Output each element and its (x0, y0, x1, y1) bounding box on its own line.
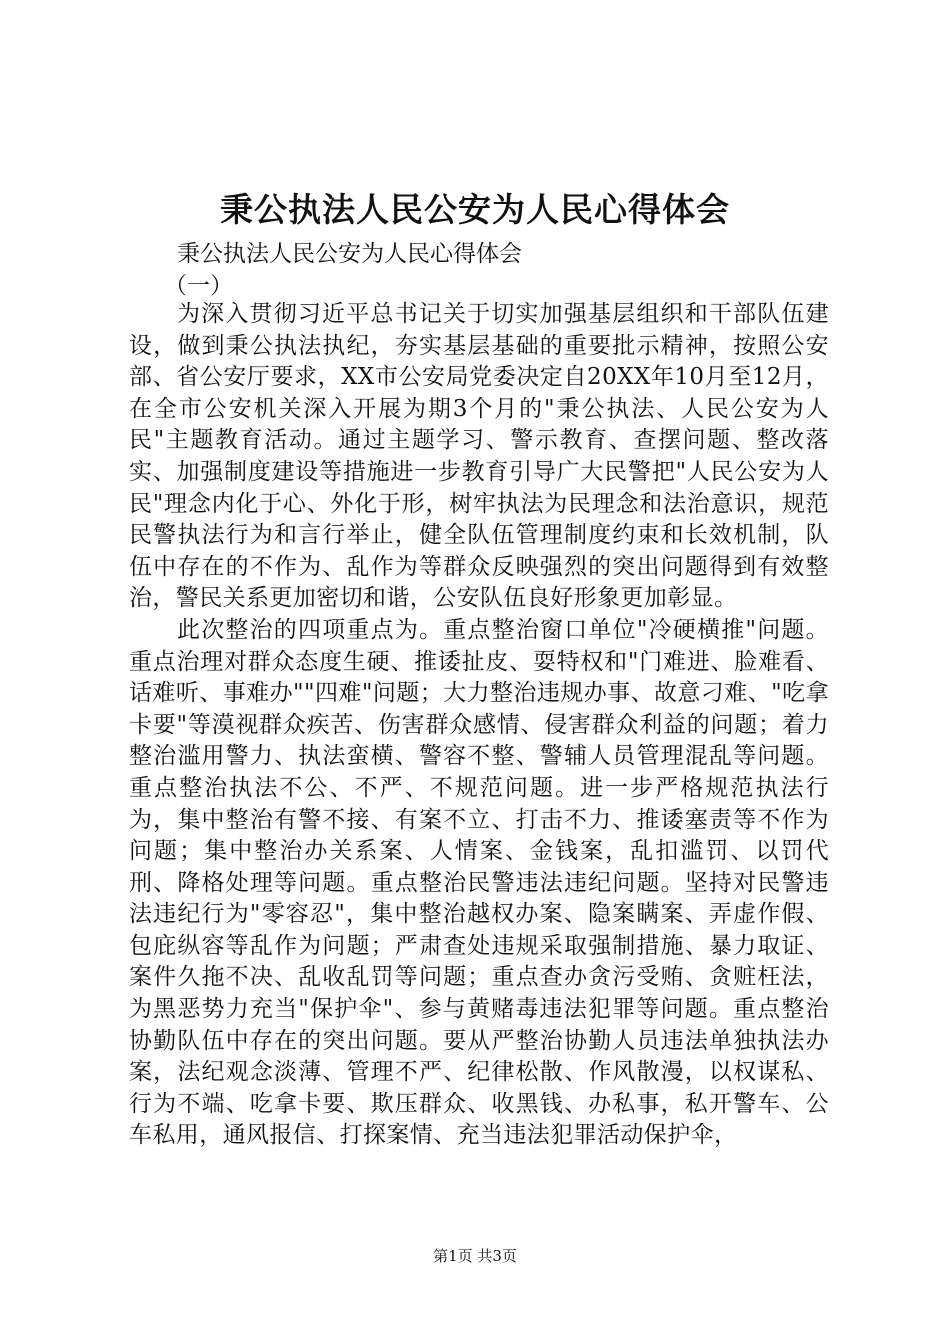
page-title: 秉公执法人民公安为人民心得体会 (220, 190, 730, 229)
paragraph: 为深入贯彻习近平总书记关于切实加强基层组织和干部队伍建设，做到秉公执法执纪，夯实基层基础的重要批示精神，按照公安部、省公安厅要求，XX市公安局党委决定自20XX年10月至12月，在全市公安机关深入开展为期3个月的"秉公执法、人民公安为人民"主题教育活动。通过主题学习、警示教育、查摆问题、整改落实、加强制度建设等措施进一步教育引导广大民警把"人民公安为人民"理念内化于心、外化于形，树牢执法为民理念和法治意识，规范民警执法行为和言行举止，健全队伍管理制度约束和长效机制，队伍中存在的不作为、乱作为等群众反映强烈的突出问题得到有效整治，警民关系更加密切和谐，公安队伍良好形象更加彰显。 (129, 301, 829, 612)
section-number: （一） (164, 273, 233, 299)
page-footer: 第1页 共3页 (433, 1247, 517, 1265)
document-body (129, 299, 829, 1152)
paragraph: 此次整治的四项重点为。重点整治窗口单位"冷硬横推"问题。重点治理对群众态度生硬、推诿扯皮、耍特权和"门难进、脸难看、话难听、事难办""四难"问题；大力整治违规办事、故意刁难、"吃拿卡要"等漠视群众疾苦、伤害群众感情、侵害群众利益的问题；着力整治滥用警力、执法蛮横、警容不整、警辅人员管理混乱等问题。重点整治执法不公、不严、不规范问题。进一步严格规范执法行为，集中整治有警不接、有案不立、打击不力、推诿塞责等不作为问题；集中整治办关系案、人情案、金钱案，乱扣滥罚、以罚代刑、降格处理等问题。重点整治民警违法违纪问题。坚持对民警违法违纪行为"零容忍"，集中整治越权办案、隐案瞒案、弄虚作假、包庇纵容等乱作为问题；严肃查处违规采取强制措施、暴力取证、案件久拖不决、乱收乱罚等问题；重点查办贪污受贿、贪赃枉法，为黑恶势力充当"保护伞"、参与黄赌毒违法犯罪等问题。重点整治协勤队伍中存在的突出问题。要从严整治协勤人员违法单独执法办案，法纪观念淡薄、管理不严、纪律松散、作风散漫，以权谋私、行为不端、吃拿卡要、欺压群众、收黑钱、办私事，私开警车、公车私用，通风报信、打探案情、充当违法犯罪活动保护伞， (129, 616, 829, 1149)
document-subtitle: 秉公执法人民公安为人民心得体会 (177, 241, 522, 267)
